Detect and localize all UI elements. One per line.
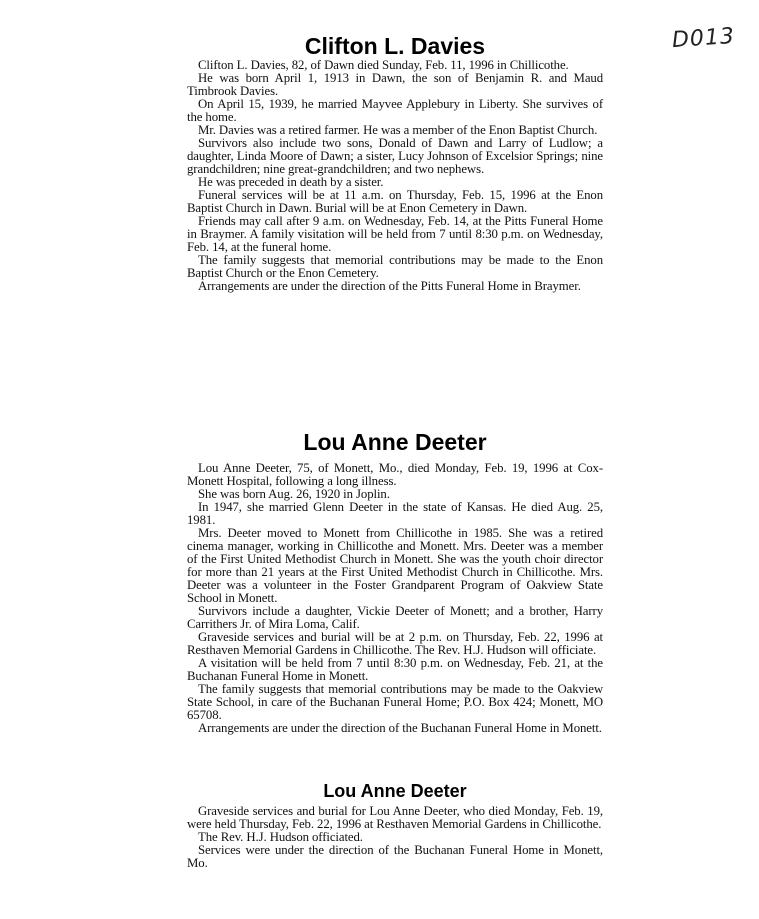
paragraph: The Rev. H.J. Hudson officiated.: [198, 830, 363, 844]
paragraph: Arrangements are under the direction of the Pitts Funeral Home in Braymer.: [198, 279, 581, 293]
paragraph: Mrs. Deeter moved to Monett from Chillicothe in 1985. She was a retired cinema manager, working in Chillicothe and Monett. Mrs. Deeter was a member of the First United Methodist Church in Monett. She was the youth choir director for more than 21 years at the First United Methodist Church in Chillicothe. Mrs. Deeter was a volunteer in the Foster Grandparent Program of Oakview State School in Monett.: [187, 526, 603, 605]
obituary-title: Clifton L. Davies: [304, 33, 486, 59]
paragraph: Funeral services will be at 11 a.m. on Thursday, Feb. 15, 1996 at the Enon Baptist Church in Dawn. Burial will be at Enon Cemetery in Dawn.: [187, 188, 603, 215]
obituary-title: Lou Anne Deeter: [303, 429, 487, 455]
obituary-body: [187, 805, 603, 870]
paragraph: The family suggests that memorial contributions may be made to the Enon Baptist Church or the Enon Cemetery.: [187, 253, 603, 280]
paragraph: Services were under the direction of the Buchanan Funeral Home in Monett, Mo.: [187, 843, 603, 870]
obituary-lou-anne-deeter: [187, 429, 603, 735]
paragraph: Mr. Davies was a retired farmer. He was a member of the Enon Baptist Church.: [198, 123, 598, 137]
paragraph: A visitation will be held from 7 until 8:30 p.m. on Wednesday, Feb. 21, at the Buchanan Funeral Home in Monett.: [187, 656, 603, 683]
handwritten-document-number: D013: [671, 23, 736, 54]
paragraph: Friends may call after 9 a.m. on Wednesday, Feb. 14, at the Pitts Funeral Home in Braymer. A family visitation will be held from 7 until 8:30 p.m. on Wednesday, Feb. 14, at the funeral home.: [187, 214, 603, 254]
obituary-lou-anne-deeter-services: [187, 780, 603, 870]
paragraph: The family suggests that memorial contributions may be made to the Oakview State School, in care of the Buchanan Funeral Home; P.O. Box 424; Monett, MO 65708.: [187, 682, 603, 722]
obituary-body: [187, 59, 603, 293]
paragraph: Arrangements are under the direction of the Buchanan Funeral Home in Monett.: [198, 721, 602, 735]
paragraph: Survivors include a daughter, Vickie Deeter of Monett; and a brother, Harry Carrithers Jr. of Mira Loma, Calif.: [187, 604, 603, 631]
paragraph: She was born Aug. 26, 1920 in Joplin.: [198, 487, 390, 501]
paragraph: He was born April 1, 1913 in Dawn, the son of Benjamin R. and Maud Timbrook Davies.: [187, 71, 603, 98]
paragraph: Survivors also include two sons, Donald of Dawn and Larry of Ludlow; a daughter, Linda Moore of Dawn; a sister, Lucy Johnson of Excelsior Springs; nine grandchildren; nine great-grandchildren; and two nephews.: [187, 136, 603, 176]
paragraph: Graveside services and burial for Lou Anne Deeter, who died Monday, Feb. 19, were held Thursday, Feb. 22, 1996 at Resthaven Memorial Gardens in Chillicothe.: [187, 804, 603, 831]
paragraph: Graveside services and burial will be at 2 p.m. on Thursday, Feb. 22, 1996 at Resthaven Memorial Gardens in Chillicothe. The Rev. H.J. Hudson will officiate.: [187, 630, 603, 657]
paragraph: He was preceded in death by a sister.: [198, 175, 384, 189]
paragraph: Clifton L. Davies, 82, of Dawn died Sunday, Feb. 11, 1996 in Chillicothe.: [198, 58, 569, 72]
paragraph: On April 15, 1939, he married Mayvee Applebury in Liberty. She survives of the home.: [187, 97, 603, 124]
paragraph: In 1947, she married Glenn Deeter in the state of Kansas. He died Aug. 25, 1981.: [187, 500, 603, 527]
obituary-body: [187, 462, 603, 735]
obituary-clifton-davies: [187, 33, 603, 293]
obituary-title: Lou Anne Deeter: [323, 781, 467, 801]
paragraph: Lou Anne Deeter, 75, of Monett, Mo., died Monday, Feb. 19, 1996 at Cox-Monett Hospital, following a long illness.: [187, 461, 603, 488]
